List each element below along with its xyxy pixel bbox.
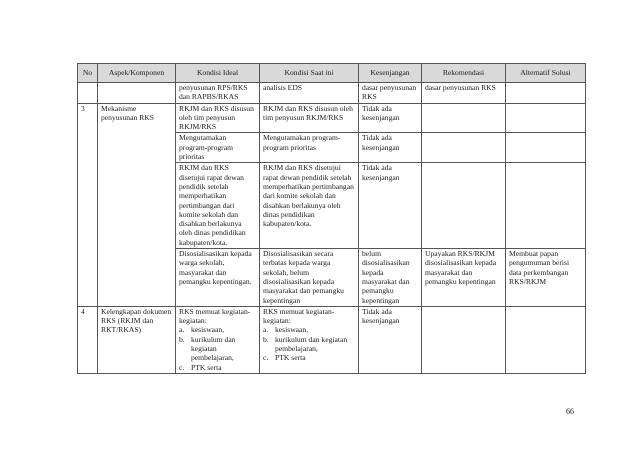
header-kondisi-ideal: Kondisi Ideal — [176, 64, 260, 83]
list-text: kurikulum dan kegiatan pembelajaran, — [275, 334, 348, 354]
list-marker: c. — [263, 353, 269, 363]
table-row — [78, 83, 586, 104]
cell-kondisi-saat-ini: Disosialisasikan secara terbatas kepada warga sekolah, belum disosialisasikan kepada masyarakat dan pemangku kepentingan — [260, 249, 359, 307]
cell-aspek: Kelengkapan dokumen RKS (RKJM dan RKT/RKAS) — [98, 306, 176, 373]
cell-no: 3 — [78, 103, 98, 306]
table-row — [78, 306, 586, 373]
list-item — [179, 363, 256, 372]
header-alternatif-solusi: Alternatif Solusi — [506, 64, 586, 83]
header-kondisi-saat-ini: Kondisi Saat ini — [260, 64, 359, 83]
cell-rekomendasi — [422, 103, 506, 133]
list-text: kesiswaan, — [191, 325, 225, 335]
cell-kondisi-ideal — [176, 306, 260, 373]
list-text: kesiswaan, — [275, 325, 309, 335]
table-row — [78, 103, 586, 133]
cell-kondisi-saat-ini: RKJM dan RKS disusun oleh tim penyusun RKJM/RKS — [260, 103, 359, 133]
cell-kondisi-saat-ini: Mengutamakan program-program prioritas — [260, 133, 359, 163]
list-item — [263, 335, 355, 354]
list-marker: b. — [263, 334, 269, 344]
activity-list — [263, 325, 355, 362]
cell-rekomendasi — [422, 133, 506, 163]
cell-alternatif-solusi: Membuat papan pengumuman berisi data perkembangan RKS/RKJM — [506, 249, 586, 307]
cell-aspek — [98, 83, 176, 104]
cell-kesenjangan: Tidak ada kesenjangan — [359, 133, 422, 163]
cell-alternatif-solusi — [506, 103, 586, 133]
cell-kesenjangan: belum disosialisasikan kepada masyarakat dan pemangku kepentingan — [359, 249, 422, 307]
cell-kesenjangan: dasar penyusunan RKS — [359, 83, 422, 104]
list-item — [179, 325, 256, 334]
cell-kesenjangan: Tidak ada kesenjangan — [359, 103, 422, 133]
analysis-table — [77, 63, 586, 374]
cell-no — [78, 83, 98, 104]
cell-rekomendasi: Upayakan RKS/RKJM disosialisasikan kepada masyarakat dan pemangku kepentingan — [422, 249, 506, 307]
header-no: No — [78, 64, 98, 83]
activity-list — [179, 325, 256, 371]
cell-kondisi-saat-ini: RKJM dan RKS disetujui rapat dewan pendidik setelah memperhatikan pertimbangan dari komite sekolah dan disahkan berlakunya oleh dinas pendidikan kabupaten/kota. — [260, 163, 359, 249]
cell-no: 4 — [78, 306, 98, 373]
list-intro: RKS memuat kegiatan-kegiatan: — [263, 306, 335, 326]
list-text: kurikulum dan kegiatan pembelajaran, — [191, 334, 236, 363]
cell-kondisi-ideal: penyusunan RPS/RKS dan RAPBS/RKAS — [176, 83, 260, 104]
list-text: PTK serta — [191, 362, 222, 372]
list-marker: c. — [179, 362, 185, 372]
header-aspek: Aspek/Komponen — [98, 64, 176, 83]
cell-aspek: Mekanisme penyusunan RKS — [98, 103, 176, 306]
cell-alternatif-solusi — [506, 306, 586, 373]
cell-rekomendasi — [422, 163, 506, 249]
header-kesenjangan: Kesenjangan — [359, 64, 422, 83]
list-marker: a. — [179, 325, 185, 335]
cell-alternatif-solusi — [506, 163, 586, 249]
page-number: 66 — [566, 407, 574, 416]
list-item — [263, 325, 355, 334]
list-text: PTK serta — [275, 353, 306, 363]
cell-kondisi-ideal: RKJM dan RKS disetujui rapat dewan pendidik setelah memperhatikan pertimbangan dari komite sekolah dan disahkan berlakunya oleh dinas pendidikan kabupaten/kota. — [176, 163, 260, 249]
cell-kondisi-ideal: RKJM dan RKS disusun oleh tim penyusun RKJM/RKS — [176, 103, 260, 133]
cell-kondisi-saat-ini — [260, 306, 359, 373]
cell-kondisi-saat-ini: analisis EDS — [260, 83, 359, 104]
cell-alternatif-solusi — [506, 133, 586, 163]
cell-kesenjangan: Tidak ada kesenjangan — [359, 163, 422, 249]
cell-kondisi-ideal: Mengutamakan program-program prioritas — [176, 133, 260, 163]
cell-alternatif-solusi — [506, 83, 586, 104]
cell-rekomendasi — [422, 306, 506, 373]
list-marker: a. — [263, 325, 269, 335]
list-item — [263, 353, 355, 362]
header-rekomendasi: Rekomendasi — [422, 64, 506, 83]
list-intro: RKS memuat kegiatan-kegiatan: — [179, 306, 251, 326]
cell-rekomendasi: dasar penyusunan RKS — [422, 83, 506, 104]
table-header-row — [78, 64, 586, 83]
list-marker: b. — [179, 334, 185, 344]
list-item — [179, 335, 256, 363]
cell-kondisi-ideal: Disosialisasikan kepada warga sekolah, masyarakat dan pemangku kepentingan. — [176, 249, 260, 307]
cell-kesenjangan: Tidak ada kesenjangan — [359, 306, 422, 373]
